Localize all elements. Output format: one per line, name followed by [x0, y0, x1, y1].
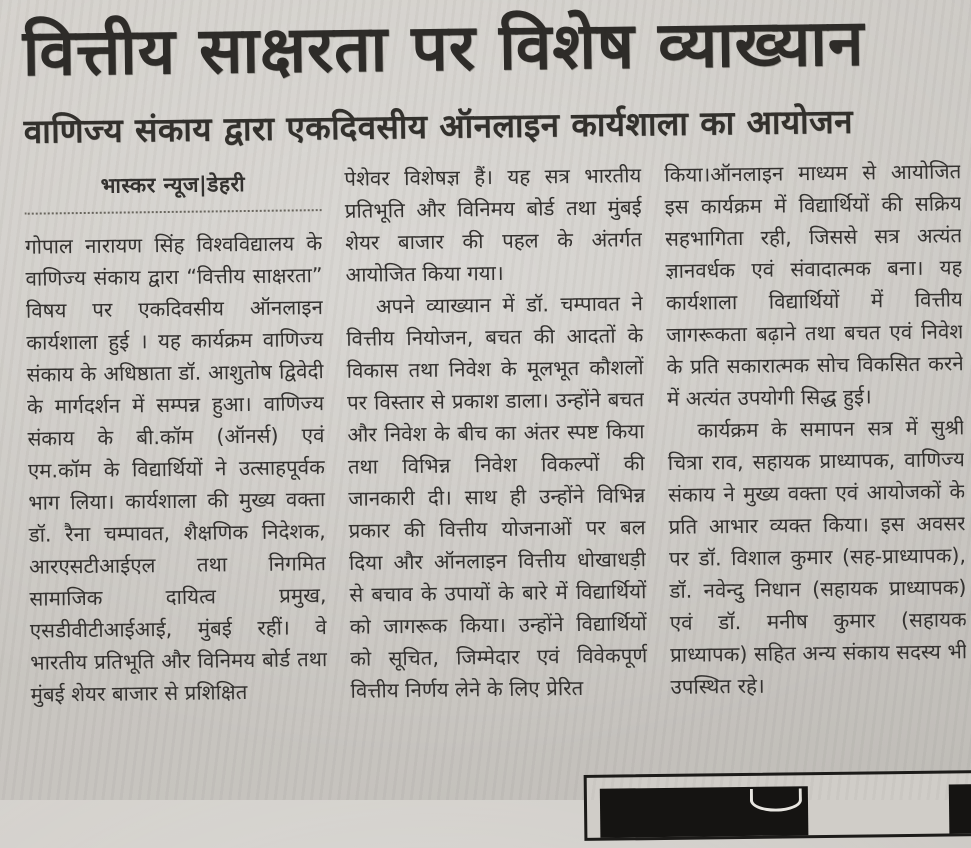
cropped-ad-box [584, 769, 971, 841]
column-2 [344, 159, 648, 775]
paragraph: गोपाल नारायण सिंह विश्वविद्यालय के वाणिज्य संकाय द्वारा “वित्तीय साक्षरता” विषय पर एकदिवसीय ऑनलाइन कार्यशाला हुई । यह कार्यक्रम वाणिज्य संकाय के अधिष्ठाता डॉ. आशुतोष द्विवेदी के मार्गदर्शन में सम्पन्न हुआ। वाणिज्य संकाय के बी.कॉम (ऑनर्स) एवं एम.कॉम के विद्यार्थियों ने उत्साहपूर्वक भाग लिया। कार्यशाला की मुख्य वक्ता डॉ. रैना चम्पावत, शैक्षणिक निदेशक, आरएसटीआईएल तथा निगमित सामाजिक दायित्व प्रमुख, एसडीवीटीआईआई, मुंबई रहीं। वे भारतीय प्रतिभूति और विनिमय बोर्ड तथा मुंबई शेयर बाजार से प्रशिक्षित [24, 231, 328, 707]
paragraph: पेशेवर विशेषज्ञ हैं। यह सत्र भारतीय प्रतिभूति और विनिमय बोर्ड तथा मुंबई शेयर बाजार की पहल के अंतर्गत आयोजित किया गया। [344, 163, 643, 287]
byline: भास्कर न्यूज|डेहरी [100, 172, 246, 198]
news-article [22, 2, 967, 778]
paragraph: कार्यक्रम के समापन सत्र में सुश्री चित्रा राव, सहायक प्राध्यापक, वाणिज्य संकाय ने मुख्य वक्ता एवं आयोजकों के प्रति आभार व्यक्त किया। इस अवसर पर डॉ. विशाल कुमार (सह-प्राध्यापक), डॉ. नवेन्दु निधान (सहायक प्राध्यापक) एवं डॉ. मनीष कुमार (सहायक प्राध्यापक) सहित अन्य संकाय सदस्य भी उपस्थित रहे। [667, 415, 968, 699]
column-1 [24, 163, 328, 779]
paragraph: किया।ऑनलाइन माध्यम से आयोजित इस कार्यक्रम में विद्यार्थियों की सक्रिय सहभागिता रही, जिससे सत्र अत्यंत ज्ञानवर्धक एवं संवादात्मक बना। यह कार्यशाला विद्यार्थियों में वित्तीय जागरूकता बढ़ाने तथा बचत एवं निवेश के प्रति सकारात्मक सोच विकसित करने में अत्यंत उपयोगी सिद्ध हुई। [664, 159, 964, 411]
article-subheadline: वाणिज्य संकाय द्वारा एकदिवसीय ऑनलाइन कार्यशाला का आयोजन [23, 101, 854, 151]
article-columns [24, 155, 967, 778]
column-3 [664, 155, 967, 771]
article-headline: वित्तीय साक्षरता पर विशेष व्याख्यान [22, 6, 865, 91]
ad-dark-banner [600, 786, 809, 838]
ad-partial-glyph [750, 788, 802, 812]
ad-dark-banner [949, 783, 971, 834]
paragraph: अपने व्याख्यान में डॉ. चम्पावत ने वित्तीय नियोजन, बचत की आदतों के विकास तथा निवेश के मूलभूत कौशलों पर विस्तार से प्रकाश डाला। उन्होंने बचत और निवेश के बीच का अंतर स्पष्ट किया तथा विभिन्न निवेश विकल्पों की जानकारी दी। साथ ही उन्होंने विभिन्न प्रकार की वित्तीय योजनाओं पर बल दिया और ऑनलाइन वित्तीय धोखाधड़ी से बचाव के उपायों के बारे में विद्यार्थियों को जागरूक किया। उन्होंने विद्यार्थियों को सूचित, जिम्मेदार एवं विवेकपूर्ण वित्तीय निर्णय लेने के लिए प्रेरित [346, 291, 648, 703]
